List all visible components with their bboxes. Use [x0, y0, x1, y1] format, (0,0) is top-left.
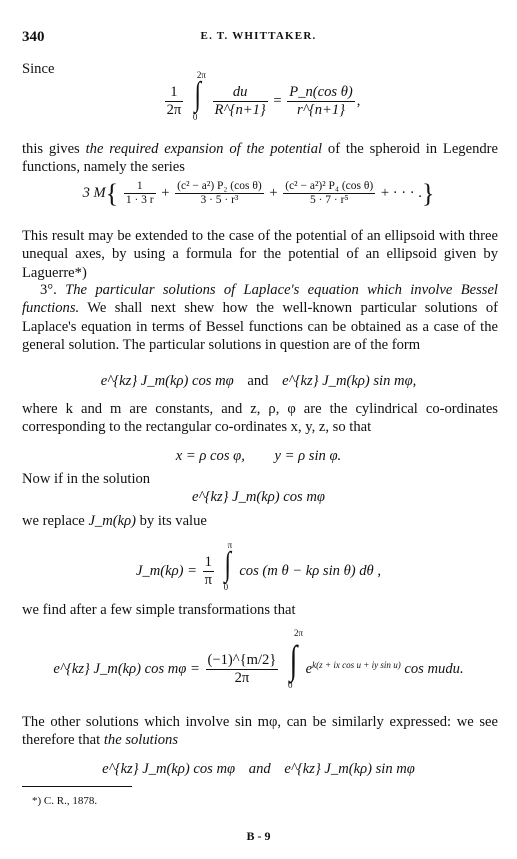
- trans-integrand-tail: cos mudu.: [404, 661, 464, 677]
- paragraph-transform: we find after a few simple transformations that: [22, 602, 296, 618]
- integral-sign: ∫: [289, 637, 297, 682]
- series-t3-num: (c² − a²)² P₄ (cos θ): [283, 180, 375, 194]
- eq1-int-num: du: [213, 84, 268, 102]
- equation-xy: [0, 447, 517, 465]
- right-brace: }: [421, 178, 435, 208]
- trans-exponent: k(z + ix cos u + iy sin u): [312, 660, 401, 671]
- series-plus-2: +: [269, 185, 278, 202]
- series-equation: [0, 180, 517, 207]
- form-b: e^{kz} J_m(kρ) sin mφ,: [282, 373, 417, 389]
- trans-coef-den: 2π: [234, 670, 250, 687]
- bessel-lower-limit: 0: [223, 582, 229, 592]
- bessel-coef-num: 1: [203, 554, 214, 572]
- integral-sign: ∫: [194, 76, 202, 113]
- equation-particular-form: [0, 372, 517, 390]
- since-text: Since: [22, 61, 55, 77]
- bessel-coef-den: π: [204, 572, 212, 589]
- p6-start: we replace: [22, 513, 89, 529]
- footnote: *) C. R., 1878.: [32, 795, 98, 807]
- form-a: e^{kz} J_m(kρ) cos mφ: [100, 373, 234, 389]
- eq1-int-den: R^{n+1}: [214, 102, 266, 119]
- equation-solution: e^{kz} J_m(kρ) cos mφ: [192, 489, 325, 505]
- page-footer: B - 9: [246, 829, 271, 843]
- left-brace: {: [105, 178, 119, 208]
- section-text: We shall next shew how the well-known particular solutions of Laplace's equation in terms of Bessel functions can be obtained as a case of the general solution. The particular solutions in question are of the form: [22, 300, 498, 354]
- eq1-upper-limit: 2π: [196, 70, 206, 80]
- bessel-lhs: J_m(kρ) =: [135, 563, 197, 579]
- eq-x: x = ρ cos φ,: [175, 448, 245, 464]
- final-and: and: [248, 761, 271, 777]
- paragraph-cylindrical: where k and m are constants, and z, ρ, φ are the cylindrical co-ordinates corresponding to the rectangular co-ordinates x, y, z, so that: [22, 401, 498, 436]
- eq1-equals: =: [273, 93, 282, 109]
- eq1-coef-den: 2π: [166, 102, 182, 119]
- equation-bessel-integral: [0, 540, 517, 598]
- paragraph-other-solutions: [22, 713, 498, 750]
- final-b: e^{kz} J_m(kρ) sin mφ: [284, 761, 415, 777]
- section-title: The particular solutions of Laplace's equation which involve Bessel functions.: [22, 282, 498, 317]
- equation-final: [0, 760, 517, 778]
- bessel-upper-limit: π: [227, 540, 233, 550]
- series-t1-den: 1 · 3 r: [125, 194, 154, 207]
- series-t2-num: (c² − a²) P₂ (cos θ): [175, 180, 264, 194]
- series-t2-den: 3 · 5 · r³: [200, 194, 239, 207]
- p6-end: by its value: [135, 513, 207, 529]
- equation-transformation: e^{kz} J_m(kρ) cos mφ = $\frac{(-1)\^{}\{m/2\}}{2\pi}$ ∫ 2π 0 $e^{k(z + ix cos u + iy sin u)}$ cos mudu.: [53, 628, 464, 690]
- paragraph-bessel-section: [22, 281, 498, 355]
- trans-upper-limit: 2π: [294, 628, 304, 638]
- p1-end: of the spheroid in Legendre functions, namely the series: [22, 141, 499, 176]
- eq-y: y = ρ sin φ.: [274, 448, 342, 464]
- eq1-coef-num: 1: [165, 84, 184, 102]
- series-t1-num: 1: [124, 180, 156, 194]
- p8-emphasis: the solutions: [103, 732, 179, 749]
- trans-lhs: e^{kz} J_m(kρ) cos mφ =: [53, 661, 200, 677]
- series-tail: + · · · .: [380, 185, 422, 202]
- section-number: 3°.: [40, 282, 57, 298]
- final-a: e^{kz} J_m(kρ) cos mφ: [102, 761, 236, 777]
- paragraph-now: Now if in the solution: [22, 471, 151, 487]
- series-lead: 3 M: [82, 185, 106, 202]
- equation-1: [0, 70, 517, 128]
- form-and: and: [247, 373, 269, 389]
- eq1-rhs-num: P_n(cos θ): [289, 84, 353, 101]
- integral-sign: ∫: [224, 546, 231, 583]
- page-number: 340: [22, 29, 45, 45]
- running-head: E. T. WHITTAKER.: [200, 30, 317, 42]
- p6-bessel: J_m(kρ): [88, 513, 136, 529]
- paragraph-replace: [22, 512, 207, 530]
- trans-coef-num: (−1)^{m/2}: [207, 652, 277, 669]
- p1-emphasis: the required expansion of the potential: [85, 141, 323, 157]
- eq1-comma: ,: [356, 93, 361, 109]
- footnote-rule: [22, 786, 132, 787]
- series-plus-1: +: [161, 185, 170, 202]
- bessel-integrand: cos (m θ − kρ sin θ) dθ ,: [239, 563, 382, 579]
- eq1-lower-limit: 0: [192, 112, 198, 122]
- series-t3-den: 5 · 7 · r⁵: [309, 194, 349, 207]
- paragraph-laguerre: This result may be extended to the case of the potential of an ellipsoid with three unequal axes, by using a formula for the potential of an ellipsoid given by Laguerre*): [22, 228, 498, 281]
- p1-start: this gives: [22, 141, 86, 157]
- p8-start: The other solutions which involve sin mφ, can be similarly expressed: we see therefore that: [22, 714, 498, 749]
- eq1-rhs-den: r^{n+1}: [297, 102, 345, 119]
- trans-lower-limit: 0: [288, 680, 293, 690]
- paragraph-expansion: [22, 140, 498, 177]
